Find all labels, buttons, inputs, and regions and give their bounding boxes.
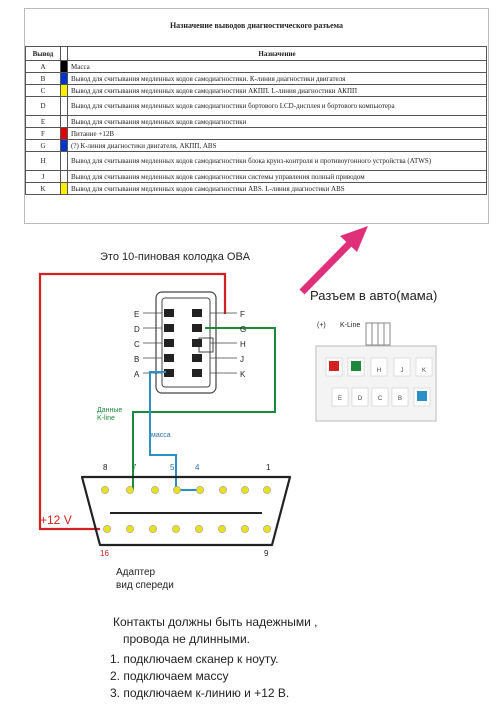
adapter-pin-7: 7 (132, 463, 137, 472)
car-pin-label: E (337, 396, 343, 402)
obd-adapter (82, 477, 290, 545)
adapter-caption: Адаптер вид спереди (116, 567, 174, 591)
oba-pin (164, 309, 174, 317)
description-cell: Вывод для считывания медленных кодов самодиагностики блока круиз-контроля и противоугонного устройства (ATWS) (68, 152, 487, 171)
note-line: 3. подключаем к-линию и +12 В. (110, 686, 290, 700)
description-cell: (?) К-линия диагностики двигателя, АКПП, ABS (68, 140, 487, 152)
oba-letter-B: B (134, 355, 140, 364)
oba-letter-K: K (240, 370, 246, 379)
table-title: Назначение выводов диагностического разъема (169, 21, 344, 30)
oba-letter-J: J (240, 355, 244, 364)
pin-cell: B (26, 73, 61, 85)
car-connector-title: Разъем в авто(мама) (310, 288, 438, 303)
oba-letter-D: D (134, 325, 140, 334)
description-cell: Масса (68, 61, 487, 73)
adapter-pin-9: 9 (264, 549, 269, 558)
adapter-pin (151, 486, 158, 493)
oba-pin (192, 369, 202, 377)
pin-cell: F (26, 128, 61, 140)
description-cell: Питание +12В (68, 128, 487, 140)
car-label-plus: (+) (317, 322, 326, 329)
adapter-pin-5: 5 (170, 463, 175, 472)
car-pin-label: H (376, 368, 382, 374)
oba-pin (164, 339, 174, 347)
description-cell: Вывод для считывания медленных кодов самодиагностики (68, 116, 487, 128)
adapter-pin (101, 486, 108, 493)
column-header-description: Назначение (68, 47, 487, 61)
adapter-pin (173, 486, 180, 493)
oba-pin (192, 339, 202, 347)
adapter-pin (126, 525, 133, 532)
car-pin-label: C (377, 396, 383, 402)
adapter-pin (263, 525, 270, 532)
adapter-pin (219, 486, 226, 493)
oba-pin (192, 354, 202, 362)
note-line: Контакты должны быть надежными , (113, 615, 318, 629)
adapter-pin (149, 525, 156, 532)
wire-ground (150, 372, 200, 490)
car-pin-colored (329, 361, 339, 371)
adapter-pin (263, 486, 270, 493)
pin-cell: J (26, 171, 61, 183)
car-pin-label: B (397, 396, 403, 402)
description-cell: Вывод для считывания медленных кодов самодиагностики системы управления полный приводом (68, 171, 487, 183)
car-pin-colored (417, 391, 427, 401)
description-cell: Вывод для считывания медленных кодов самодиагностики. К-линия диагностики двигателя (68, 73, 487, 85)
pin-cell: A (26, 61, 61, 73)
note-line: 2. подключаем массу (110, 669, 229, 683)
note-line: провода не длинными. (123, 632, 251, 646)
pin-cell: K (26, 183, 61, 195)
adapter-pin (172, 525, 179, 532)
car-pin-label: J (400, 368, 404, 374)
oba-connector (143, 292, 237, 393)
adapter-pin (241, 525, 248, 532)
adapter-pin (196, 486, 203, 493)
label-12v: +12 V (40, 513, 72, 527)
adapter-pin (241, 486, 248, 493)
oba-letter-H: H (240, 340, 246, 349)
pin-cell: D (26, 97, 61, 116)
oba-letter-C: C (134, 340, 140, 349)
adapter-pin-8: 8 (103, 463, 108, 472)
adapter-pin-1: 1 (266, 463, 271, 472)
mass-label: масса (151, 432, 171, 439)
oba-pin (164, 354, 174, 362)
description-cell: Вывод для считывания медленных кодов самодиагностики ABS. L-линия диагностики ABS (68, 183, 487, 195)
oba-letter-G: G (240, 325, 247, 334)
adapter-pin (218, 525, 225, 532)
pin-cell: G (26, 140, 61, 152)
car-label-kline: K-Line (340, 322, 361, 329)
kline-data-label: Данные K-line (97, 407, 123, 422)
adapter-pin-4: 4 (195, 463, 200, 472)
car-pin-colored (351, 361, 361, 371)
adapter-pin (195, 525, 202, 532)
oba-pin (192, 324, 202, 332)
oba-caption: Это 10-пиновая колодка OBA (100, 251, 251, 263)
adapter-pin-16: 16 (100, 549, 109, 558)
note-line: 1. подключаем сканер к ноуту. (110, 652, 279, 666)
column-header-pin: Вывод (26, 47, 61, 61)
pin-cell: H (26, 152, 61, 171)
car-pin-label: D (357, 396, 363, 402)
pointer-arrow (302, 226, 368, 292)
oba-letter-F: F (240, 310, 245, 319)
pin-cell: C (26, 85, 61, 97)
car-connector (316, 323, 436, 421)
adapter-pin (126, 486, 133, 493)
instructions (110, 614, 318, 702)
pin-cell: E (26, 116, 61, 128)
adapter-pin (103, 525, 110, 532)
description-cell: Вывод для считывания медленных кодов самодиагностики АКПП. L-линия диагностики АКПП (68, 85, 487, 97)
oba-pin (192, 309, 202, 317)
oba-letter-A: A (134, 370, 140, 379)
oba-pin (164, 324, 174, 332)
description-cell: Вывод для считывания медленных кодов самодиагностики бортового LCD-дисплея и бортового компьютера (68, 97, 487, 116)
car-pin-label: K (421, 368, 427, 374)
oba-letter-E: E (134, 310, 140, 319)
